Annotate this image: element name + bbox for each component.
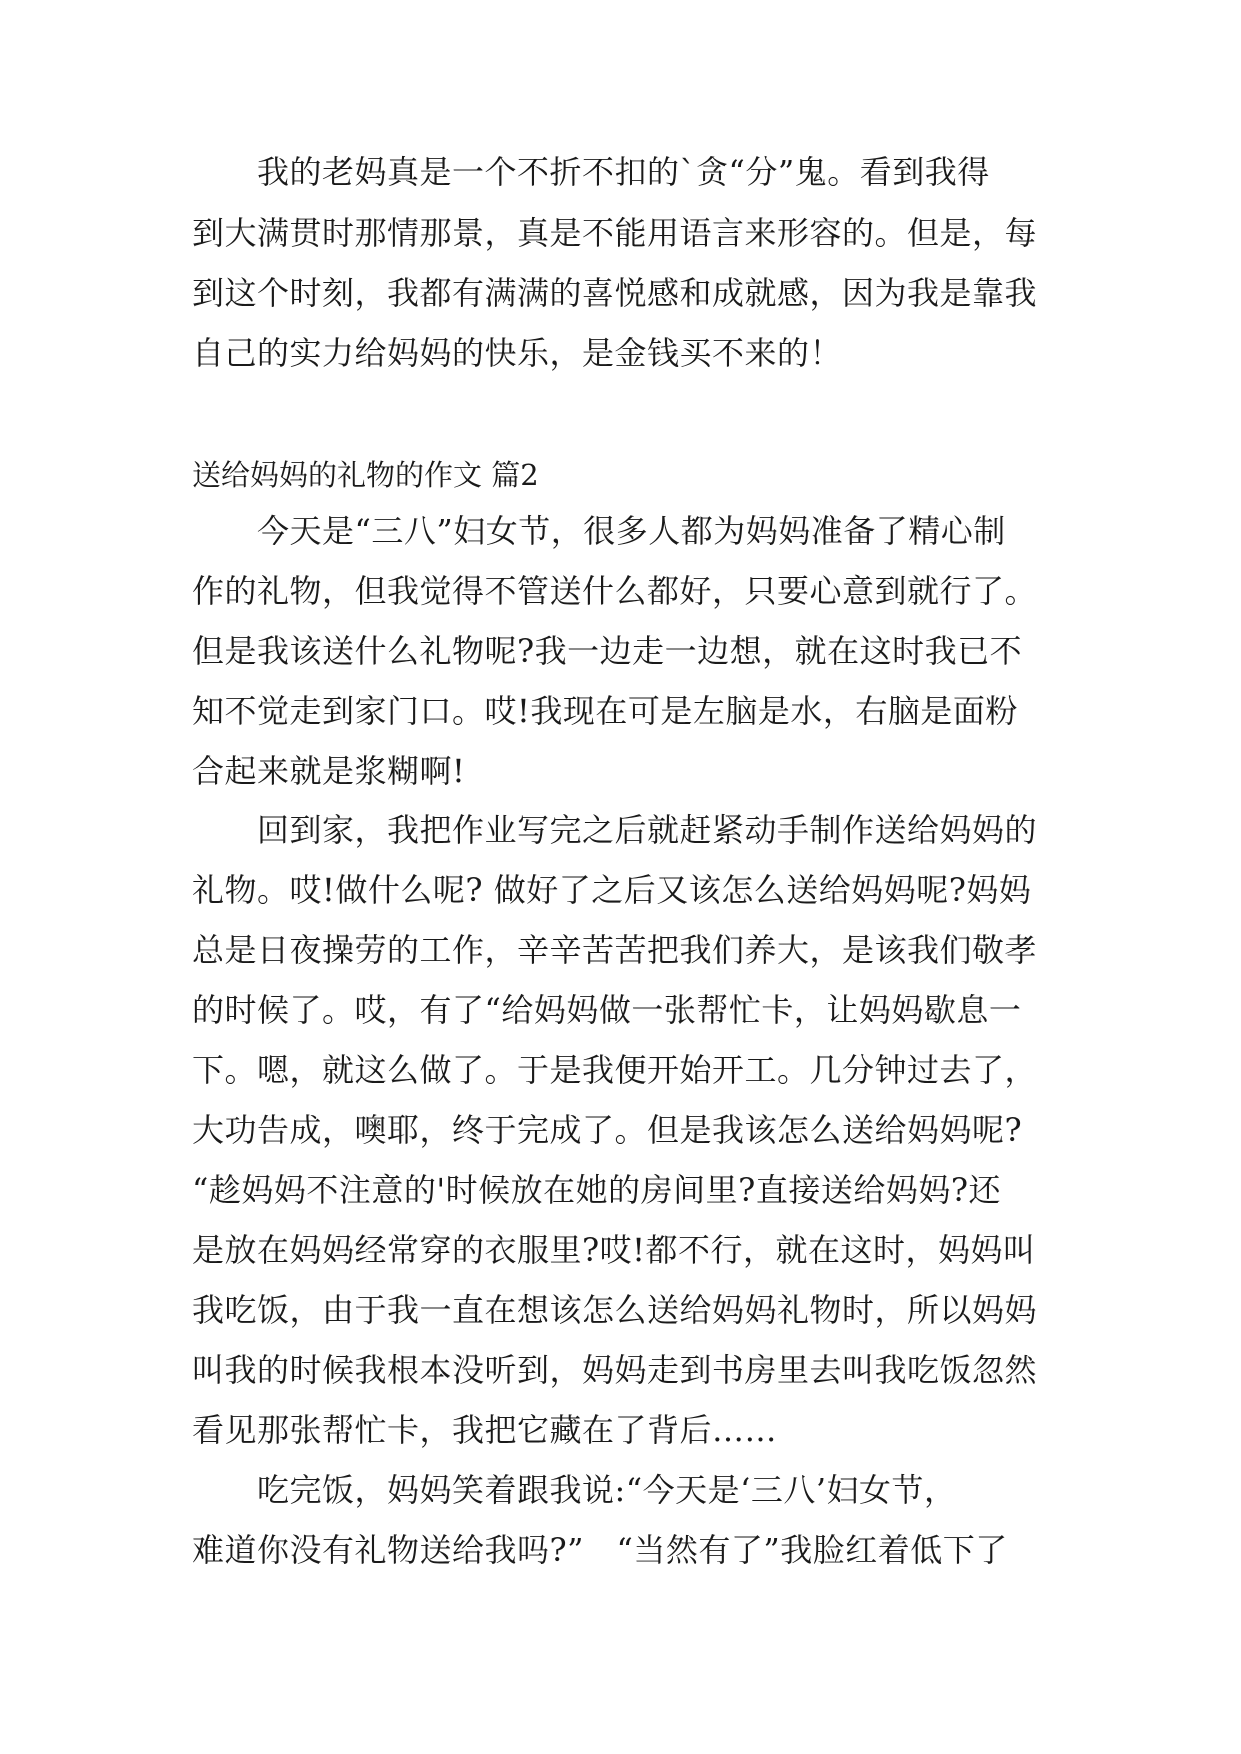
paragraph-3-line-9: 我吃饭，由于我一直在想该怎么送给妈妈礼物时，所以妈妈 (192, 1291, 1038, 1329)
paragraph-2-line-1: 今天是“三八”妇女节，很多人都为妈妈准备了精心制 (257, 512, 1006, 550)
paragraph-2-line-2: 作的礼物，但我觉得不管送什么都好，只要心意到就行了。 (192, 572, 1038, 610)
paragraph-2-line-5: 合起来就是浆糊啊! (192, 752, 466, 790)
paragraph-3-line-4: 的时候了。哎，有了“给妈妈做一张帮忙卡，让妈妈歇息一 (192, 991, 1022, 1029)
paragraph-3-line-1: 回到家，我把作业写完之后就赶紧动手制作送给妈妈的 (257, 811, 1038, 849)
section-heading: 送给妈妈的礼物的作文 篇2 (192, 458, 539, 492)
paragraph-1-line-3: 到这个时刻，我都有满满的喜悦感和成就感，因为我是靠我 (192, 274, 1038, 312)
paragraph-3-line-5: 下。嗯，就这么做了。于是我便开始开工。几分钟过去了， (192, 1051, 1038, 1089)
paragraph-3-line-2: 礼物。哎!做什么呢? 做好了之后又该怎么送给妈妈呢?妈妈 (192, 871, 1032, 909)
paragraph-3-line-11: 看见那张帮忙卡，我把它藏在了背后…… (192, 1411, 778, 1449)
paragraph-2-line-3: 但是我该送什么礼物呢?我一边走一边想，就在这时我已不 (192, 632, 1023, 670)
paragraph-3-line-10: 叫我的时候我根本没听到，妈妈走到书房里去叫我吃饭忽然 (192, 1351, 1038, 1389)
paragraph-4-line-2: 难道你没有礼物送给我吗?” “当然有了”我脸红着低下了 (192, 1531, 1008, 1569)
paragraph-3-line-7: “趁妈妈不注意的'时候放在她的房间里?直接送给妈妈?还 (192, 1171, 1001, 1209)
paragraph-3-line-6: 大功告成，噢耶，终于完成了。但是我该怎么送给妈妈呢? (192, 1111, 1023, 1149)
paragraph-1-line-4: 自己的实力给妈妈的快乐，是金钱买不来的！ (192, 334, 843, 372)
paragraph-3-line-3: 总是日夜操劳的工作，辛辛苦苦把我们养大，是该我们敬孝 (192, 931, 1038, 969)
paragraph-1-line-2: 到大满贯时那情那景，真是不能用语言来形容的。但是，每 (192, 214, 1038, 252)
paragraph-2-line-4: 知不觉走到家门口。哎!我现在可是左脑是水，右脑是面粉 (192, 692, 1018, 730)
paragraph-4-line-1: 吃完饭，妈妈笑着跟我说:“今天是‘三八’妇女节， (257, 1471, 957, 1509)
paragraph-3-line-8: 是放在妈妈经常穿的衣服里?哎!都不行，就在这时，妈妈叫 (192, 1231, 1036, 1269)
paragraph-1-line-1: 我的老妈真是一个不折不扣的`贪“分”鬼。看到我得 (257, 153, 990, 191)
